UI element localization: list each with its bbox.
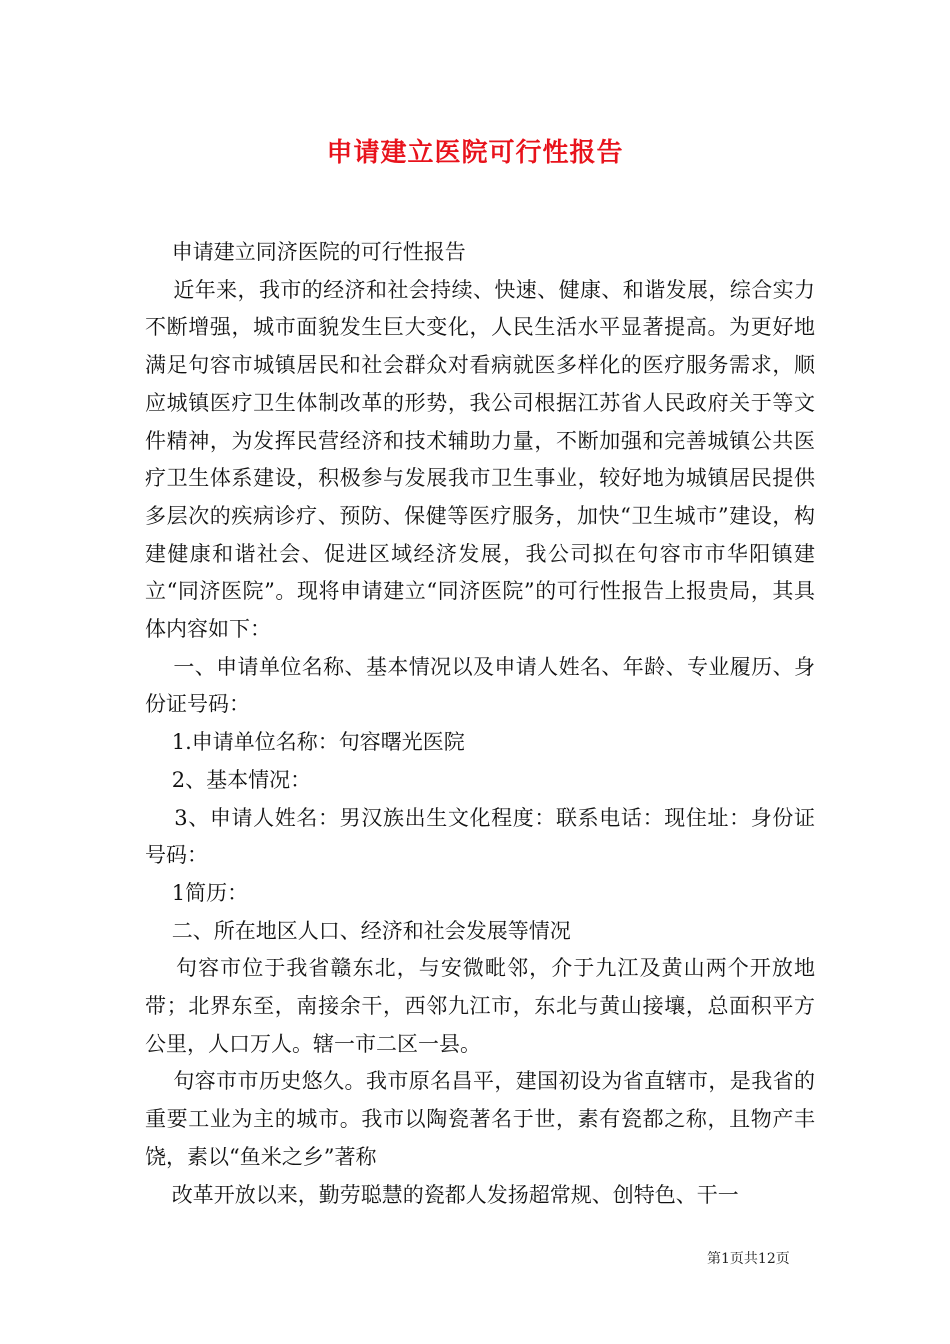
paragraph-basic-info: 2、基本情况： [145,767,312,792]
paragraph-resume: 1简历： [145,880,249,905]
paragraph-subtitle: 申请建立同济医院的可行性报告 [145,240,466,264]
paragraph-section-two-heading: 二、所在地区人口、经济和社会发展等情况 [145,918,571,943]
document-body [145,234,815,1214]
paragraph-history: 句容市市历史悠久。我市原名昌平，建国初设为省直辖市，是我省的重要工业为主的城市。我市以陶瓷著名于世，素有瓷都之称，且物产丰饶，素以“鱼米之乡”著称 [145,1069,816,1169]
paragraph-location: 句容市位于我省赣东北，与安微毗邻，介于九江及黄山两个开放地带；北界东至，南接余干，西邻九江市，东北与黄山接壤，总面积平方公里，人口万人。辖一市二区一县。 [145,956,816,1056]
paragraph-applicant-details: 3、申请人姓名：男汉族出生文化程度：联系电话：现住址：身份证号码： [145,805,816,868]
paragraph-reform: 改革开放以来，勤劳聪慧的瓷都人发扬超常规、创特色、干一 [145,1182,739,1207]
paragraph-intro: 近年来，我市的经济和社会持续、快速、健康、和谐发展，综合实力不断增强，城市面貌发生巨大变化，人民生活水平显著提高。为更好地满足句容市城镇居民和社会群众对看病就医多样化的医疗服务需求，顺应城镇医疗卫生体制改革的形势，我公司根据江苏省人民政府关于等文件精神，为发挥民营经济和技术辅助力量，不断加强和完善城镇公共医疗卫生体系建设，积极参与发展我市卫生事业，较好地为城镇居民提供多层次的疾病诊疗、预防、保健等医疗服务，加快“卫生城市”建设，构建健康和谐社会、促进区域经济发展，我公司拟在句容市市华阳镇建立“同济医院”。现将申请建立“同济医院”的可行性报告上报贵局，其具体内容如下： [145,277,816,642]
document-title: 申请建立医院可行性报告 [326,138,624,168]
paragraph-applicant-unit: 1.申请单位名称：句容曙光医院 [145,730,465,755]
page-number-footer: 第1页共12页 [707,1251,790,1267]
paragraph-section-one-heading: 一、申请单位名称、基本情况以及申请人姓名、年龄、专业履历、身份证号码： [145,654,816,717]
